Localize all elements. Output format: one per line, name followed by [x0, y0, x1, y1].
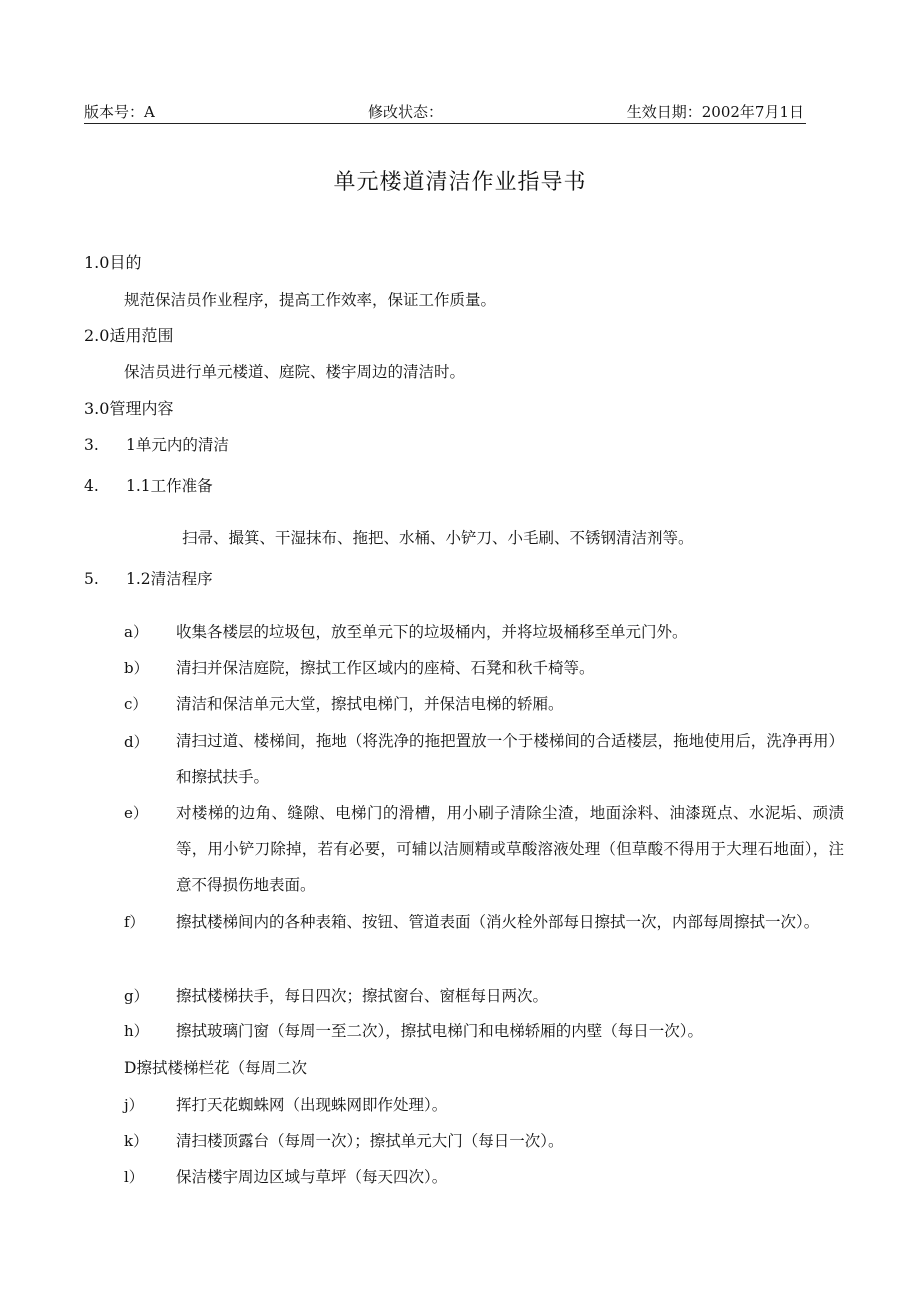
procedure-item-text: 擦拭楼梯扶手，每日四次；擦拭窗台、窗框每日两次。 — [176, 987, 549, 1005]
procedure-item-marker: k） — [124, 1132, 149, 1150]
procedure-item-text: 清扫过道、楼梯间，拖地（将洗净的拖把置放一个于楼梯间的合适楼层，拖地使用后，洗净再用）和擦拭扶手。 — [176, 732, 844, 786]
procedure-item-marker: c） — [124, 695, 148, 713]
subsection-label: 1.2清洁程序 — [126, 570, 213, 588]
subsection-work-prep — [84, 475, 213, 497]
revision-status-label: 修改状态： — [368, 103, 444, 121]
procedure-item-marker: g） — [124, 987, 149, 1005]
procedure-item-text: 擦拭楼梯栏花（每周二次 — [136, 1059, 307, 1077]
section-content-heading: 3.0管理内容 — [84, 399, 174, 418]
subsection-label: 1单元内的清洁 — [126, 436, 229, 454]
procedure-item-text: 保洁楼宇周边区域与草坪（每天四次）。 — [176, 1168, 448, 1186]
procedure-item-marker: f） — [124, 913, 145, 931]
subsection-unit-cleaning — [84, 434, 229, 456]
subsection-procedure — [84, 568, 213, 590]
document-header — [84, 101, 806, 124]
procedure-item-marker: b） — [124, 659, 149, 677]
subsection-number: 5. — [84, 570, 99, 588]
procedure-item-text: 收集各楼层的垃圾包，放至单元下的垃圾桶内，并将垃圾桶移至单元门外。 — [176, 623, 688, 641]
subsection-label: 1.1工作准备 — [126, 477, 213, 495]
section-purpose-heading: 1.0目的 — [84, 253, 142, 272]
subsection-number: 3. — [84, 436, 99, 454]
document-title: 单元楼道清洁作业指导书 — [333, 170, 587, 195]
procedure-item-text: 对楼梯的边角、缝隙、电梯门的滑槽，用小刷子清除尘渣，地面涂料、油漆斑点、水泥垢、顽渍等，用小铲刀除掉，若有必要，可辅以洁厕精或草酸溶液处理（但草酸不得用于大理石地面），注意不得损伤地表面。 — [176, 804, 844, 894]
subsection-number: 4. — [84, 477, 99, 495]
procedure-item-marker: a） — [124, 623, 148, 641]
version-label: 版本号：A — [84, 103, 155, 121]
procedure-item-i — [124, 1057, 307, 1079]
procedure-item-marker: D — [124, 1059, 137, 1077]
section-purpose-text: 规范保洁员作业程序，提高工作效率，保证工作质量。 — [124, 291, 497, 309]
section-scope-heading: 2.0适用范围 — [84, 326, 174, 345]
procedure-item-marker: d） — [124, 733, 149, 751]
procedure-item-marker: l） — [124, 1168, 144, 1186]
procedure-item-text: 挥打天花蜘蛛网（出现蛛网即作处理）。 — [176, 1096, 448, 1114]
tools-list: 扫帚、撮箕、干湿抹布、拖把、水桶、小铲刀、小毛刷、不锈钢清洁剂等。 — [182, 529, 694, 547]
procedure-item-text: 擦拭玻璃门窗（每周一至二次），擦拭电梯门和电梯轿厢的内壁（每日一次）。 — [176, 1022, 704, 1040]
procedure-item-marker: j） — [124, 1096, 144, 1114]
procedure-item-text: 擦拭楼梯间内的各种表箱、按钮、管道表面（消火栓外部每日擦拭一次，内部每周擦拭一次）。 — [176, 913, 820, 931]
procedure-item-marker: h） — [124, 1022, 149, 1040]
effective-date-label: 生效日期：2002年7月1日 — [626, 103, 804, 121]
procedure-item-text: 清洁和保洁单元大堂，擦拭电梯门，并保洁电梯的轿厢。 — [176, 695, 564, 713]
procedure-item-marker: e） — [124, 804, 148, 822]
section-scope-text: 保洁员进行单元楼道、庭院、楼宇周边的清洁时。 — [124, 363, 466, 381]
procedure-item-text: 清扫楼顶露台（每周一次）；擦拭单元大门（每日一次）。 — [176, 1132, 564, 1150]
procedure-item-text: 清扫并保洁庭院，擦拭工作区域内的座椅、石凳和秋千椅等。 — [176, 659, 595, 677]
